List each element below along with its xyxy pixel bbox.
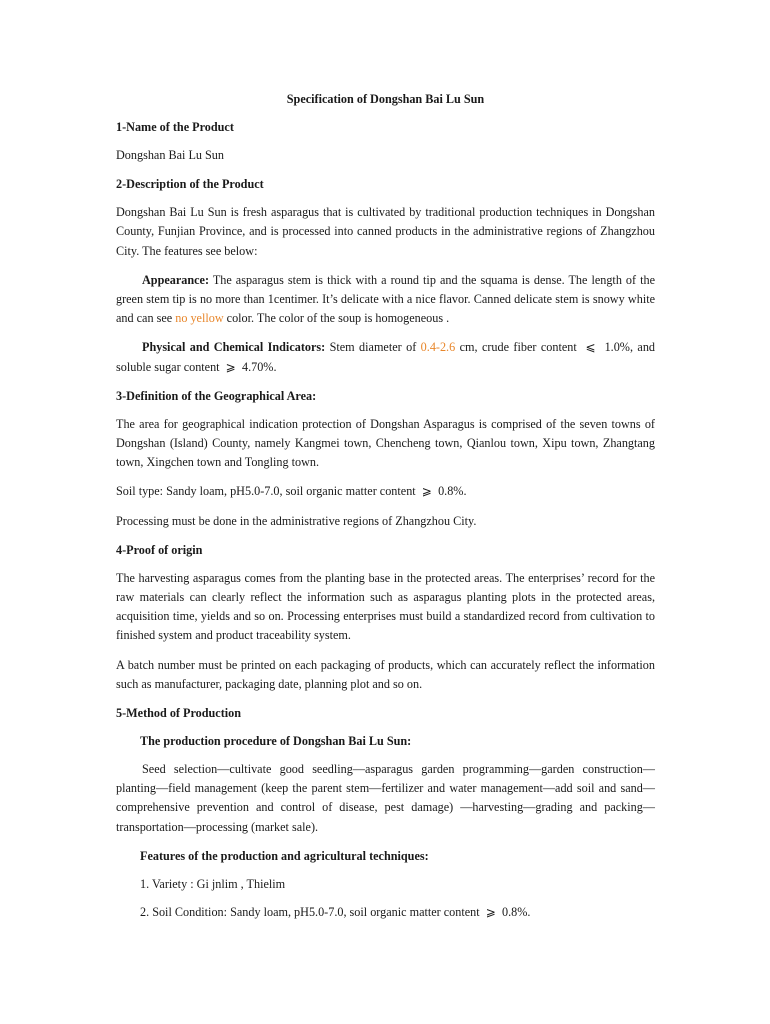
appearance-paragraph [116, 271, 655, 329]
section-2-heading: 2-Description of the Product [116, 177, 264, 192]
harvesting-paragraph: The harvesting asparagus comes from the planting base in the protected areas. The enterprises’ record for the raw materials can clearly reflect the information such as asparagus planting plots in the protected areas, acquisition time, yields and so on. Processing enterprises must build a standardized record from cultivation to finished system and product traceability system. [116, 570, 655, 643]
production-procedure-subheading: The production procedure of Dongshan Bai Lu Sun: [140, 734, 412, 749]
processing-paragraph: Processing must be done in the administrative regions of Zhangzhou City. [116, 513, 477, 528]
production-procedure-paragraph: Seed selection—cultivate good seedling—asparagus garden programming—garden construction—planting—field management (keep the parent stem—fertilizer and water management—add soil and sand—comprehensive prevention and control of disease, pest damage) —harvesting—grading and packing—transportation—processing (market sale). [116, 762, 655, 834]
list-item: 1. Variety : Gi jnlim , Thielim [140, 876, 286, 891]
list-item: 2. Soil Condition: Sandy loam, pH5.0-7.0, soil organic matter content ⩾ 0.8%. [140, 904, 531, 919]
soil-type-paragraph: Soil type: Sandy loam, pH5.0-7.0, soil organic matter content ⩾ 0.8%. [116, 484, 467, 499]
description-paragraph: Dongshan Bai Lu Sun is fresh asparagus that is cultivated by traditional production techniques in Dongshan County, Funjian Province, and is processed into canned products in the administrative regions of Zhangzhou City. The features see below: [116, 205, 655, 258]
section-4-heading: 4-Proof of origin [116, 542, 203, 557]
features-subheading: Features of the production and agricultural techniques: [140, 848, 429, 863]
section-1-heading: 1-Name of the Product [116, 120, 234, 134]
product-name: Dongshan Bai Lu Sun [116, 148, 224, 162]
section-3-heading: 3-Definition of the Geographical Area: [116, 388, 317, 403]
area-paragraph: The area for geographical indication protection of Dongshan Asparagus is comprised of the seven towns of Dongshan (Island) County, namely Kangmei town, Chencheng town, Qianlou town, Xipu town, Zhangtang town, Xingchen town and Tongling town. [116, 416, 655, 470]
appearance-highlight: no yellow [175, 311, 224, 326]
batch-number-paragraph: A batch number must be printed on each packaging of products, which can accurately reflect the information such as manufacturer, packaging date, planning plot and so on. [116, 657, 655, 691]
physical-paragraph [116, 338, 655, 376]
appearance-text-b: color. The color of the soup is homogeneous . [223, 311, 450, 326]
appearance-label: Appearance: [142, 272, 210, 287]
section-5-heading: 5-Method of Production [116, 706, 242, 721]
physical-highlight: 0.4-2.6 [420, 340, 456, 355]
document-title: Specification of Dongshan Bai Lu Sun [286, 92, 485, 106]
appearance-text-a: The asparagus stem is thick with a round tip and the squama is dense. The length of the green stem tip is no more than 1centimer. It’s delicate with a nice flavor. Canned delicate stem is snowy white and can see [116, 272, 655, 326]
physical-text-a: Stem diameter of [325, 340, 421, 355]
physical-text-b: cm, crude fiber content ⩽ 1.0%, and soluble sugar content ⩾ 4.70%. [116, 340, 656, 374]
physical-label: Physical and Chemical Indicators: [142, 340, 326, 355]
